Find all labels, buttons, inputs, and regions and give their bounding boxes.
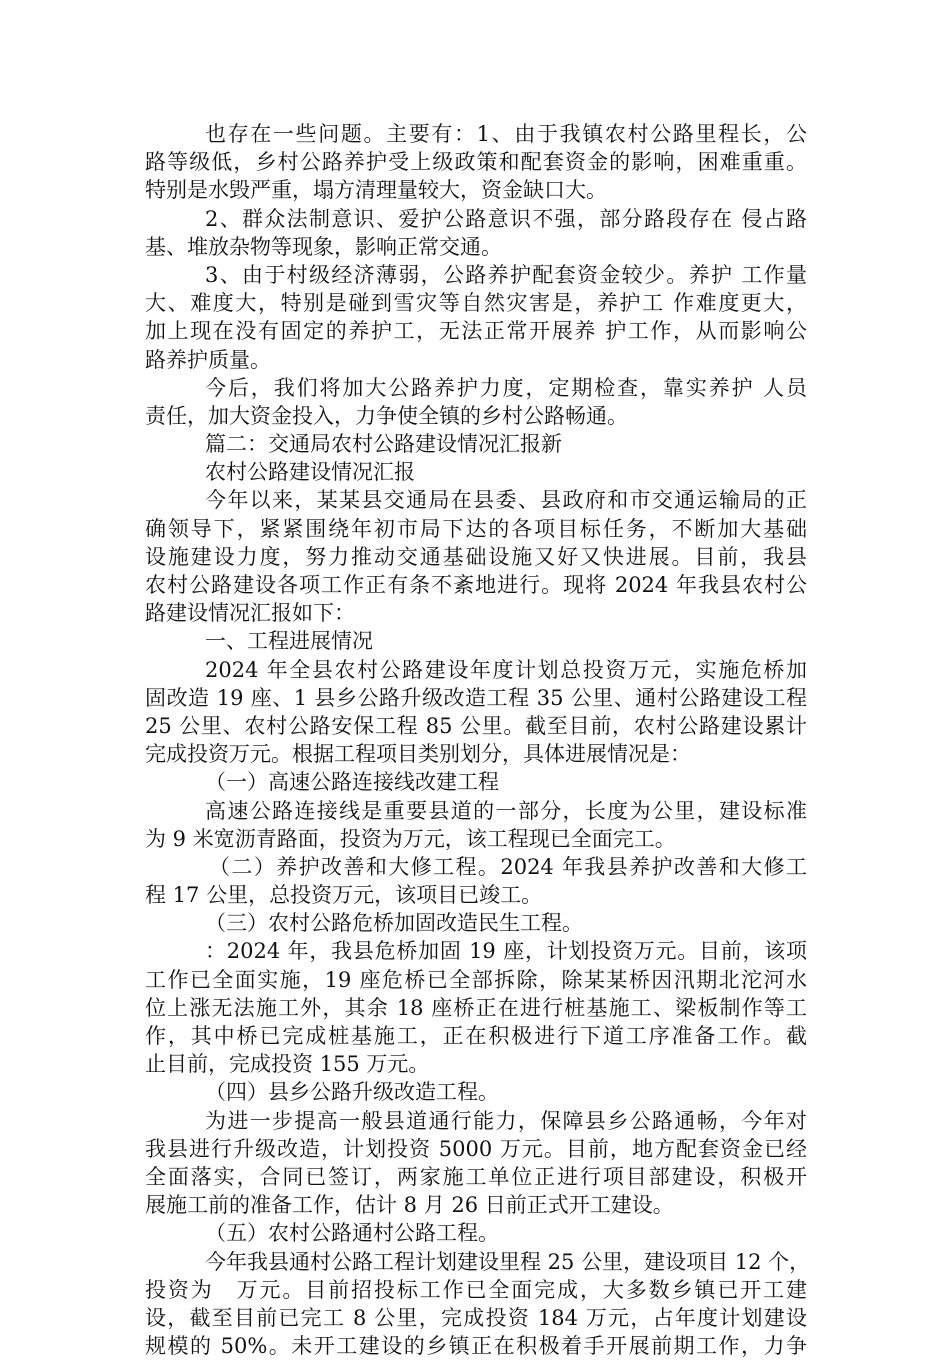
text-line: （二）养护改善和大修工程。2024 年我县养护改善和大修工 xyxy=(209,854,807,879)
text-line: （三）农村公路危桥加固改造民生工程。 xyxy=(205,911,583,936)
text-line: 设，截至目前已完工 8 公里，完成投资 184 万元，占年度计划建设 xyxy=(145,1305,807,1330)
text-line: （五）农村公路通村公路工程。 xyxy=(205,1221,499,1246)
text-line: 确领导下，紧紧围绕年初市局下达的各项目标任务，不断加大基础 xyxy=(145,516,807,541)
text-line: 作，其中桥已完成桩基施工，正在积极进行下道工序准备工作。截 xyxy=(145,1024,807,1048)
text-line: 也存在一些问题。主要有：1、由于我镇农村公路里程长，公 xyxy=(205,122,807,146)
text-line: 农村公路建设情况汇报 xyxy=(205,460,415,485)
text-line: 大、难度大，特别是碰到雪灾等自然灾害是，养护工 作难度更大， xyxy=(145,291,807,316)
text-line: 3、由于村级经济薄弱，公路养护配套资金较少。养护 工作量 xyxy=(205,262,807,287)
text-line: 25 公里、农村公路安保工程 85 公里。截至目前，农村公路建设累计 xyxy=(145,713,807,738)
text-line: 为进一步提高一般县道通行能力，保障县乡公路通畅，今年对 xyxy=(205,1108,807,1133)
text-line: 2024 年全县农村公路建设年度计划总投资万元，实施危桥加 xyxy=(205,657,807,682)
document-page xyxy=(145,120,811,1360)
text-line: 今年我县通村公路工程计划建设里程 25 公里，建设项目 12 个， xyxy=(205,1249,811,1274)
text-line: 路等级低，乡村公路养护受上级政策和配套资金的影响，困难重重。 xyxy=(145,150,807,175)
text-line: 农村公路建设各项工作正有条不紊地进行。现将 2024 年我县农村公 xyxy=(145,573,807,597)
text-line: 篇二：交通局农村公路建设情况汇报新 xyxy=(205,432,562,457)
text-line: ：2024 年，我县危桥加固 19 座，计划投资万元。目前，该项 xyxy=(205,939,807,964)
text-line: 今后，我们将加大公路养护力度，定期检查，靠实养护 人员 xyxy=(205,375,807,400)
text-line: 止目前，完成投资 155 万元。 xyxy=(145,1052,430,1077)
text-line: 我县进行升级改造，计划投资 5000 万元。目前，地方配套资金已经 xyxy=(145,1136,807,1161)
text-line: 特别是水毁严重，塌方清理量较大，资金缺口大。 xyxy=(145,178,607,203)
text-line: （四）县乡公路升级改造工程。 xyxy=(205,1080,499,1105)
text-line: 一、工程进展情况 xyxy=(205,629,373,654)
text-line: 全面落实，合同已签订，两家施工单位正进行项目部建设，积极开 xyxy=(145,1164,807,1189)
text-line: （一）高速公路连接线改建工程 xyxy=(205,770,499,795)
text-line: 基、堆放杂物等现象，影响正常交通。 xyxy=(145,234,502,259)
text-line: 完成投资万元。根据工程项目类别划分，具体进展情况是： xyxy=(145,742,691,767)
text-line: 路建设情况汇报如下： xyxy=(145,601,355,626)
text-line: 投资为 万元。目前招投标工作已全面完成，大多数乡镇已开工建 xyxy=(145,1277,807,1302)
text-line: 为 9 米宽沥青路面，投资为万元，该工程现已全面完工。 xyxy=(145,826,676,851)
text-line: 加上现在没有固定的养护工，无法正常开展养 护工作，从而影响公 xyxy=(145,319,807,344)
text-line: 展施工前的准备工作，估计 8 月 26 日前正式开工建设。 xyxy=(145,1193,674,1218)
text-line: 程 17 公里，总投资万元，该项目已竣工。 xyxy=(145,883,543,908)
text-line: 固改造 19 座、1 县乡公路升级改造工程 35 公里、通村公路建设工程 xyxy=(145,685,807,710)
text-line: 位上涨无法施工外，其余 18 座桥正在进行桩基施工、梁板制作等工 xyxy=(145,995,807,1020)
text-line: 工作已全面实施，19 座危桥已全部拆除，除某某桥因汛期北沱河水 xyxy=(145,967,807,992)
text-line: 今年以来，某某县交通局在县委、县政府和市交通运输局的正 xyxy=(205,488,807,513)
text-line: 高速公路连接线是重要县道的一部分，长度为公里，建设标准 xyxy=(205,798,807,823)
text-line: 2、群众法制意识、爱护公路意识不强，部分路段存在 侵占路 xyxy=(205,206,807,231)
text-line: 规模的 50%。未开工建设的乡镇正在积极着手开展前期工作，力争 xyxy=(145,1334,807,1359)
text-line: 责任，加大资金投入，力争使全镇的乡村公路畅通。 xyxy=(145,403,628,428)
text-line: 路养护质量。 xyxy=(145,347,271,372)
text-line: 设施建设力度，努力推动交通基础设施又好又快进展。目前，我县 xyxy=(145,544,807,569)
